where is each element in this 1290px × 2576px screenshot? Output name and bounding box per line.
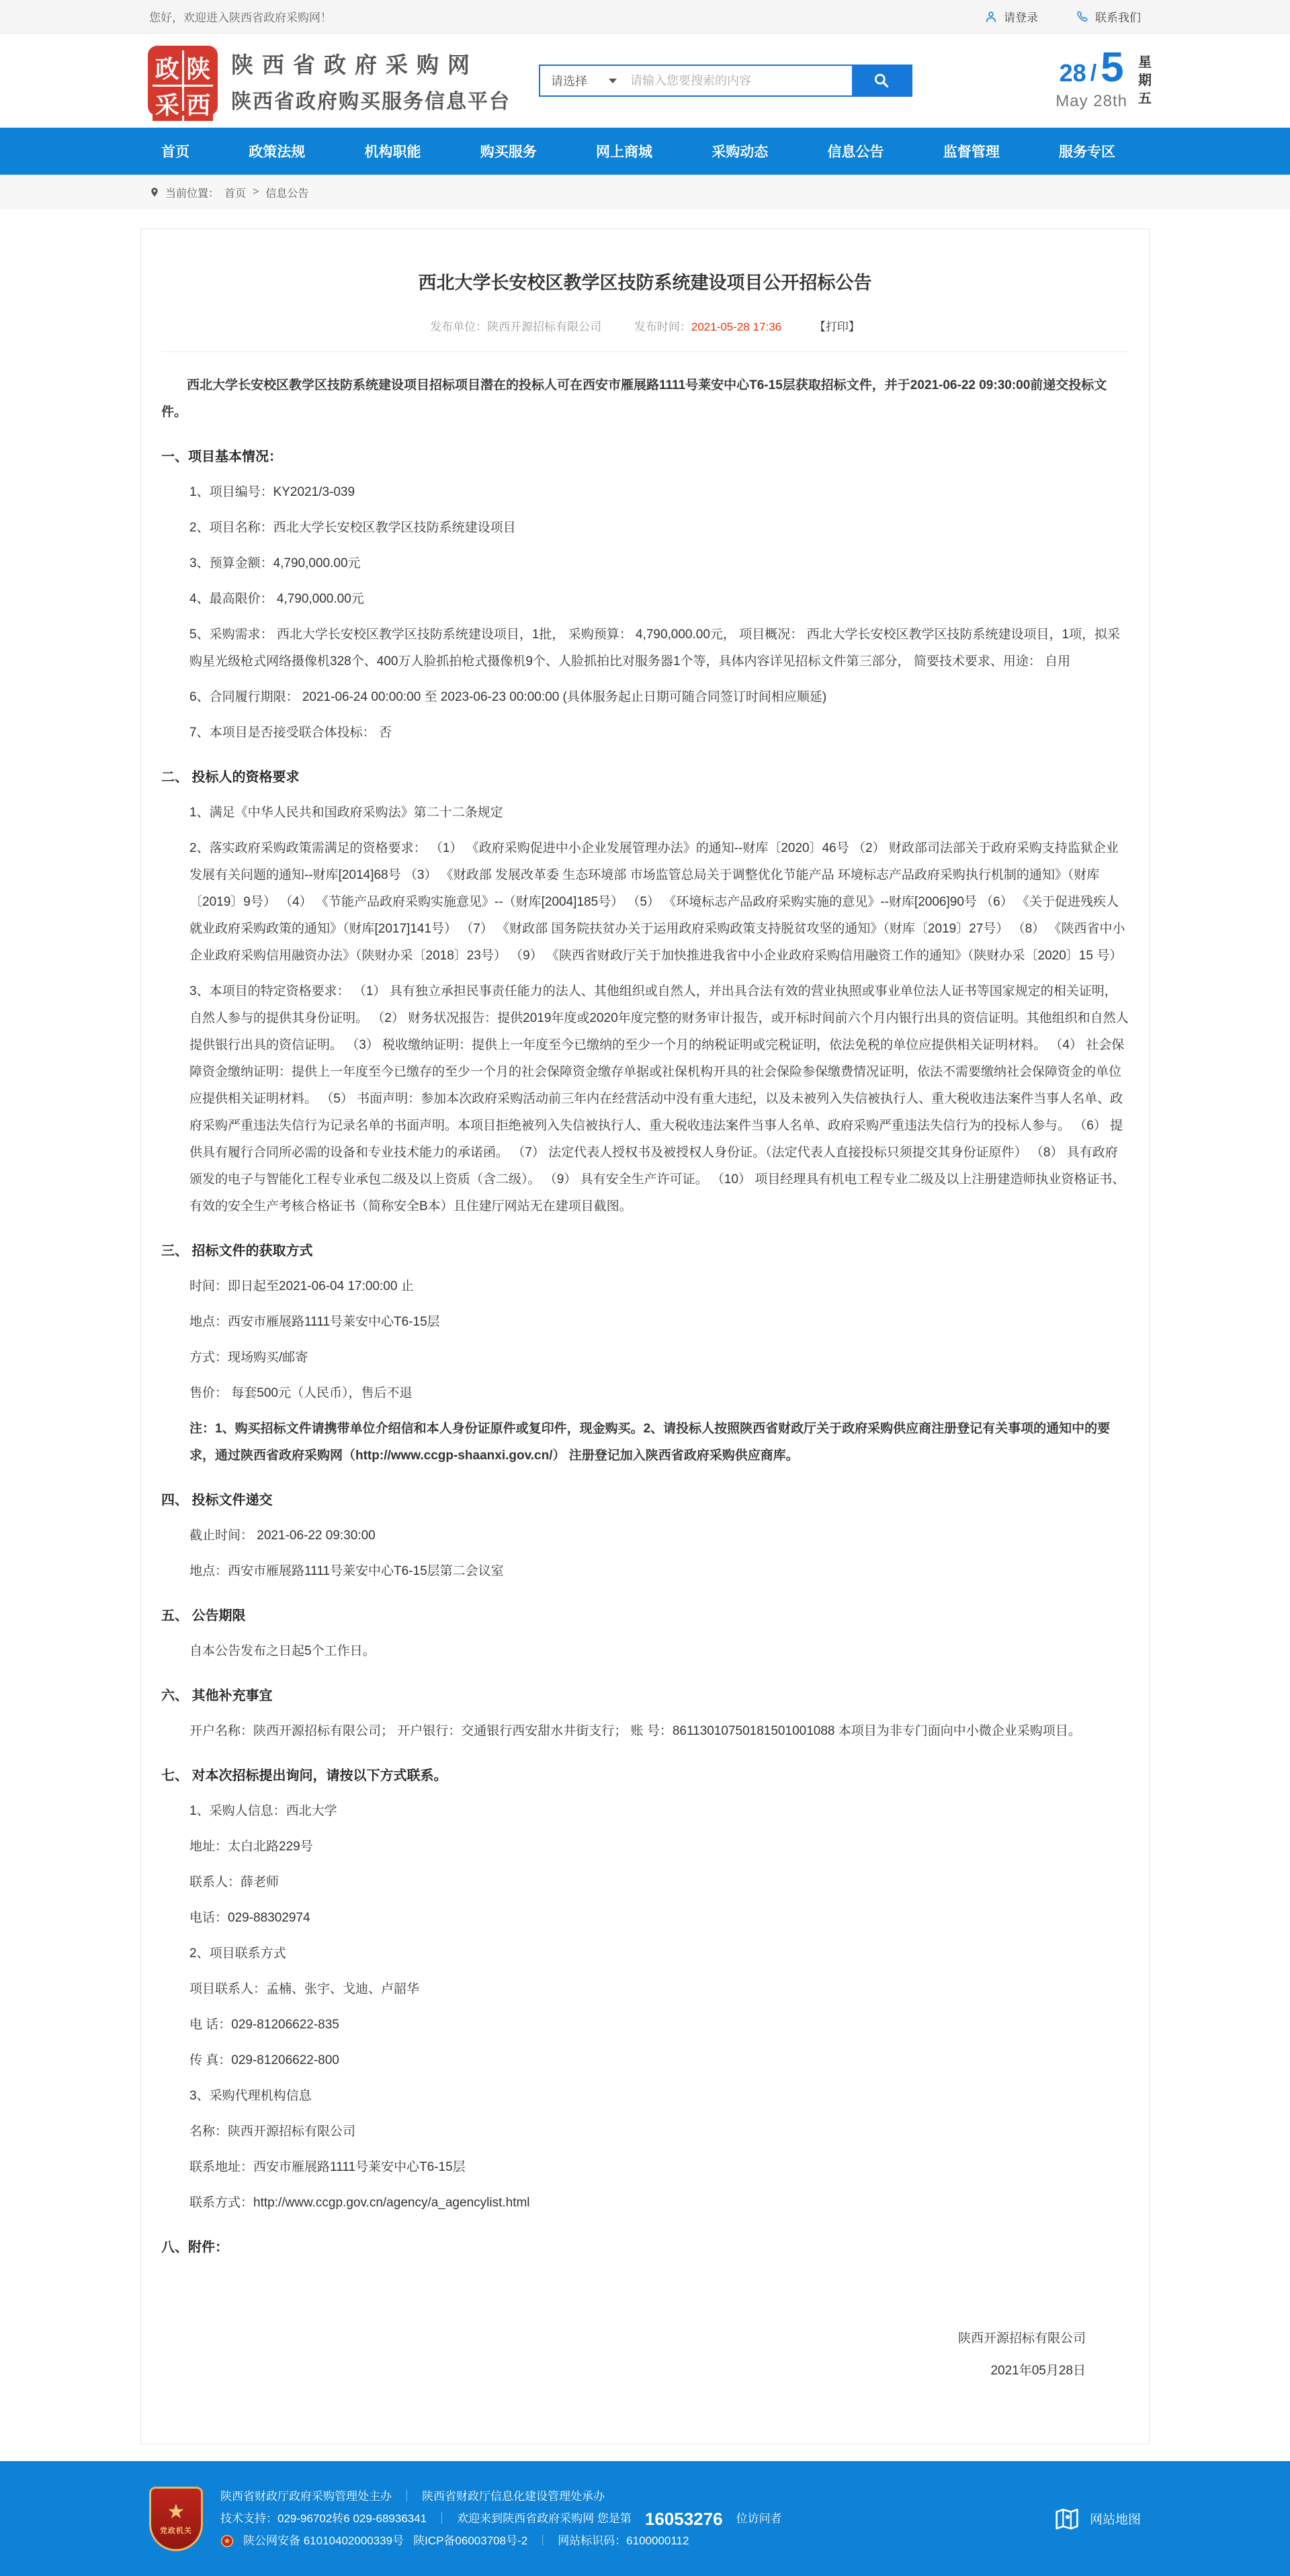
paragraph: 1、满足《中华人民共和国政府采购法》第二十二条规定 xyxy=(189,806,503,820)
search-icon xyxy=(873,72,890,89)
nav-item-online-mall[interactable]: 网上商城 xyxy=(596,144,652,160)
site-header xyxy=(0,34,1290,128)
paragraph: 2、落实政府采购政策需满足的资格要求： （1） 《政府采购促进中小企业发展管理办法》的通知--财库〔2020〕46号 （2） 财政部司法部关于政府采购支持监狱企业发展有关问题的通知--财库[2014]68号 （3） 《财政部 发展改革委 生态环境部 市场监管总局关于调整优化节能产品 环境标志产品政府采购执行机制的通知》（财库〔2019〕9号） （4） 《节能产品政府采购实施意见》--（财库[2004]185号） （5） 《环境标志产品政府采购实施的意见》--财库[2006]90号 （6） 《关于促进残疾人就业政府采购政策的通知》（财库[2017]141号） （7） 《财政部 国务院扶贫办关于运用政府采购政策支持脱贫攻坚的通知》（财库〔2019〕27号） （8） 《陕西省中小企业政府采购信用融资办法》（陕财办采〔2018〕23号） （9） 《陕西省财政厅关于加快推进我省中小企业政府采购信用融资工作的通知》（陕财办采〔2020〕15 号） xyxy=(189,841,1125,963)
paragraph: 地点：西安市雁展路1111号莱安中心T6-15层第二会议室 xyxy=(189,1564,504,1578)
paragraph: 西北大学长安校区教学区技防系统建设项目招标项目潜在的投标人可在西安市雁展路1111号莱安中心T6-15层获取招标文件，并于2021-06-22 09:30:00前递交投标文件。 xyxy=(161,378,1107,419)
search-input[interactable] xyxy=(626,66,852,95)
site-footer xyxy=(0,2461,1290,2576)
paragraph: 3、预算金额：4,790,000.00元 xyxy=(189,556,361,570)
nav-item-service-zone[interactable]: 服务专区 xyxy=(1059,144,1115,160)
footer-organizers: 陕西省财政厅政府采购管理处主办 ｜ 陕西省财政厅信息化建设管理处承办 xyxy=(220,2489,605,2503)
publication-info: 发布单位：陕西开源招标有限公司 发布时间：2021-05-28 17:36 【打印】 xyxy=(430,320,860,333)
paragraph: 电 话：029-81206622-835 xyxy=(189,2018,339,2032)
paragraph: 开户名称：陕西开源招标有限公司； 开户银行：交通银行西安甜水井街支行； 账 号：86113010750181501001088 本项目为非专门面向中小微企业采购项目。 xyxy=(189,1724,1081,1738)
nav-item-home[interactable]: 首页 xyxy=(161,144,189,160)
paragraph: 项目联系人：孟楠、张宇、戈迪、卢韶华 xyxy=(189,1982,420,1996)
sitemap-link[interactable]: 网站地图 xyxy=(1052,2503,1141,2534)
site-subtitle: 陕西省政府购买服务信息平台 xyxy=(231,90,511,113)
footer-support-visitors: 技术支持：029-96702转6 029-68936341 ｜ 欢迎来到陕西省政府采购网 您是第 16053276 位访问者 xyxy=(220,2508,782,2529)
section-heading: 四、 投标文件递交 xyxy=(161,1493,273,1508)
date-month: 5 xyxy=(1101,44,1124,91)
top-utility-bar xyxy=(0,0,1290,34)
chevron-down-icon xyxy=(609,79,617,83)
nav-item-policies[interactable]: 政策法规 xyxy=(249,144,306,160)
paragraph: 4、最高限价： 4,790,000.00元 xyxy=(189,592,364,606)
site-brand xyxy=(148,46,511,119)
paragraph: 1、采购人信息：西北大学 xyxy=(189,1804,337,1818)
location-pin-icon xyxy=(149,186,160,198)
phone-icon xyxy=(1076,10,1089,24)
visitor-count: 16053276 xyxy=(644,2508,723,2529)
weekday-label: 星期五 xyxy=(1138,54,1152,106)
search-box xyxy=(539,65,912,97)
paragraph: 时间：即日起至2021-06-04 17:00:00 止 xyxy=(189,1279,414,1293)
divider xyxy=(161,351,1129,352)
paragraph: 方式：现场购买/邮寄 xyxy=(189,1350,308,1365)
section-heading: 一、项目基本情况： xyxy=(161,449,282,464)
paragraph: 联系方式：http://www.ccgp.gov.cn/agency/a_agencylist.html xyxy=(189,2196,530,2210)
paragraph: 地址：太白北路229号 xyxy=(189,1840,313,1854)
paragraph: 3、采购代理机构信息 xyxy=(189,2089,312,2103)
sitemap-icon xyxy=(1052,2503,1083,2534)
date-english: May 28th xyxy=(1056,92,1127,110)
paragraph: 注：1、购买招标文件请携带单位介绍信和本人身份证原件或复印件，现金购买。2、请投标人按照陕西省财政厅关于政府采购供应商注册登记有关事项的通知中的要求，通过陕西省政府采购网（http://www.ccgp-shaanxi.gov.cn/） 注册登记加入陕西省政府采购供应商库。 xyxy=(189,1422,1111,1463)
government-badge-icon: ★ 党政机关 xyxy=(149,2487,203,2551)
paragraph: 截止时间： 2021-06-22 09:30:00 xyxy=(189,1529,376,1543)
site-name: 陕西省政府采购网 xyxy=(231,52,478,77)
icp-number[interactable]: 陕ICP备06003708号-2 xyxy=(413,2534,528,2547)
breadcrumb-home[interactable]: 首页 xyxy=(224,187,247,200)
breadcrumb: 当前位置： 首页 > 信息公告 xyxy=(0,175,1290,210)
paragraph: 名称：陕西开源招标有限公司 xyxy=(189,2124,356,2139)
section-heading: 七、 对本次招标提出询问，请按以下方式联系。 xyxy=(161,1768,447,1783)
signature-line: 陕西开源招标有限公司 xyxy=(957,2331,1086,2346)
paragraph: 联系地址：西安市雁展路1111号莱安中心T6-15层 xyxy=(189,2160,466,2174)
nav-item-procurement-news[interactable]: 采购动态 xyxy=(712,144,769,160)
paragraph: 自本公告发布之日起5个工作日。 xyxy=(189,1644,376,1658)
section-heading: 八、附件： xyxy=(161,2240,228,2255)
paragraph: 3、本项目的特定资格要求： （1） 具有独立承担民事责任能力的法人、其他组织或自然人，并出具合法有效的营业执照或事业单位法人证书等国家规定的相关证明，自然人参与的提供其身份证明。 （2） 财务状况报告：提供2019年度或2020年度完整的财务审计报告，或开标时间前六个月内银行出具的资信证明。其他组织和自然人提供银行出具的资信证明。 （3） 税收缴纳证明：提供上一年度至今已缴纳的至少一个月的纳税证明或完税证明，依法免税的单位应提供相关证明材料。 （4） 社会保障资金缴纳证明：提供上一年度至今已缴存的至少一个月的社会保障资金缴存单据或社保机构开具的社会保险参保缴费情况证明，依法不需要缴纳社会保障资金的单位应提供相关证明材料。 （5） 书面声明：参加本次政府采购活动前三年内在经营活动中没有重大违纪，以及未被列入失信被执行人、重大税收违法案件当事人名单、政府采购严重违法失信行为记录名单的书面声明。本项目拒绝被列入失信被执行人、重大税收违法案件当事人名单、政府采购严重违法失信行为的投标人参与。 （6） 提供具有履行合同所必需的设备和专业技术能力的承诺函。 （7） 法定代表人授权书及被授权人身份证。（法定代表人直接投标只须提交其身份证原件） （8） 具有政府颁发的电子与智能化工程专业承包二级及以上资质（含二级）。 （9） 具有安全生产许可证。 （10） 项目经理具有机电工程专业二级及以上注册建造师执业资格证书、有效的安全生产考核合格证书（简称安全B本）且住建厅网站无在建项目截图。 xyxy=(189,984,1129,1213)
main-nav xyxy=(0,128,1290,175)
site-id-code: 网站标识码：6100000112 xyxy=(558,2534,689,2547)
site-logo: 政 陕 采 西 xyxy=(148,46,218,116)
section-heading: 五、 公告期限 xyxy=(161,1608,246,1623)
nav-item-announcements[interactable]: 信息公告 xyxy=(827,144,884,160)
print-button[interactable]: 【打印】 xyxy=(814,320,860,333)
announcement-card xyxy=(140,228,1150,2444)
beian-number[interactable]: 陕公网安备 61010402000339号 xyxy=(243,2534,404,2547)
section-heading: 三、 招标文件的获取方式 xyxy=(161,1244,313,1258)
paragraph: 2、项目联系方式 xyxy=(189,1946,286,1961)
paragraph: 5、采购需求： 西北大学长安校区教学区技防系统建设项目，1批， 采购预算： 4,790,000.00元， 项目概况： 西北大学长安校区教学区技防系统建设项目，1项，拟采购星光级枪式网络摄像机328个、400万人脸抓拍枪式摄像机9个、人脸抓拍比对服务器1个等，具体内容详见招标文件第三部分， 简要技术要求、用途： 自用 xyxy=(189,628,1121,669)
section-heading: 六、 其他补充事宜 xyxy=(161,1688,273,1703)
nav-item-supervision[interactable]: 监督管理 xyxy=(943,144,1000,160)
signature-line: 2021年05月28日 xyxy=(990,2364,1086,2378)
section-heading: 二、 投标人的资格要求 xyxy=(161,770,300,785)
user-icon xyxy=(984,10,998,24)
paragraph: 电话：029-88302974 xyxy=(189,1911,310,1925)
publish-time: 2021-05-28 17:36 xyxy=(691,320,782,333)
breadcrumb-current: 信息公告 xyxy=(265,187,309,200)
paragraph: 6、合同履行期限： 2021-06-24 00:00:00 至 2023-06-23 00:00:00 (具体服务起止日期可随合同签订时间相应顺延) xyxy=(189,690,827,704)
public-security-badge-icon xyxy=(220,2534,234,2548)
welcome-text: 您好，欢迎进入陕西省政府采购网！ xyxy=(149,11,332,24)
search-button[interactable] xyxy=(852,66,911,95)
publisher: 陕西开源招标有限公司 xyxy=(487,320,602,333)
date-day: 28 xyxy=(1059,59,1086,87)
paragraph: 联系人：薛老师 xyxy=(189,1875,280,1889)
footer-registration: 陕公网安备 61010402000339号 陕ICP备06003708号-2 ｜ 网站标识码：6100000112 xyxy=(220,2531,782,2551)
nav-item-functions[interactable]: 机构职能 xyxy=(364,144,421,160)
article-body xyxy=(161,372,1129,2385)
paragraph: 售价： 每套500元（人民币），售后不退 xyxy=(189,1386,413,1400)
paragraph: 1、项目编号：KY2021/3-039 xyxy=(189,485,355,499)
contact-link[interactable]: 联系我们 xyxy=(1076,8,1141,25)
search-category-select[interactable]: 请选择 xyxy=(540,66,626,95)
nav-item-purchase-services[interactable]: 购买服务 xyxy=(480,144,537,160)
paragraph: 2、项目名称：西北大学长安校区教学区技防系统建设项目 xyxy=(189,521,516,535)
breadcrumb-prefix: 当前位置： xyxy=(165,187,220,200)
date-widget: 28 / 5 May 28th 星期五 xyxy=(1056,50,1156,111)
page-title: 西北大学长安校区教学区技防系统建设项目公开招标公告 xyxy=(418,273,872,293)
paragraph: 地点：西安市雁展路1111号莱安中心T6-15层 xyxy=(189,1315,440,1329)
paragraph: 传 真：029-81206622-800 xyxy=(189,2053,339,2067)
paragraph: 7、本项目是否接受联合体投标： 否 xyxy=(189,726,392,740)
login-link[interactable]: 请登录 xyxy=(984,8,1038,25)
